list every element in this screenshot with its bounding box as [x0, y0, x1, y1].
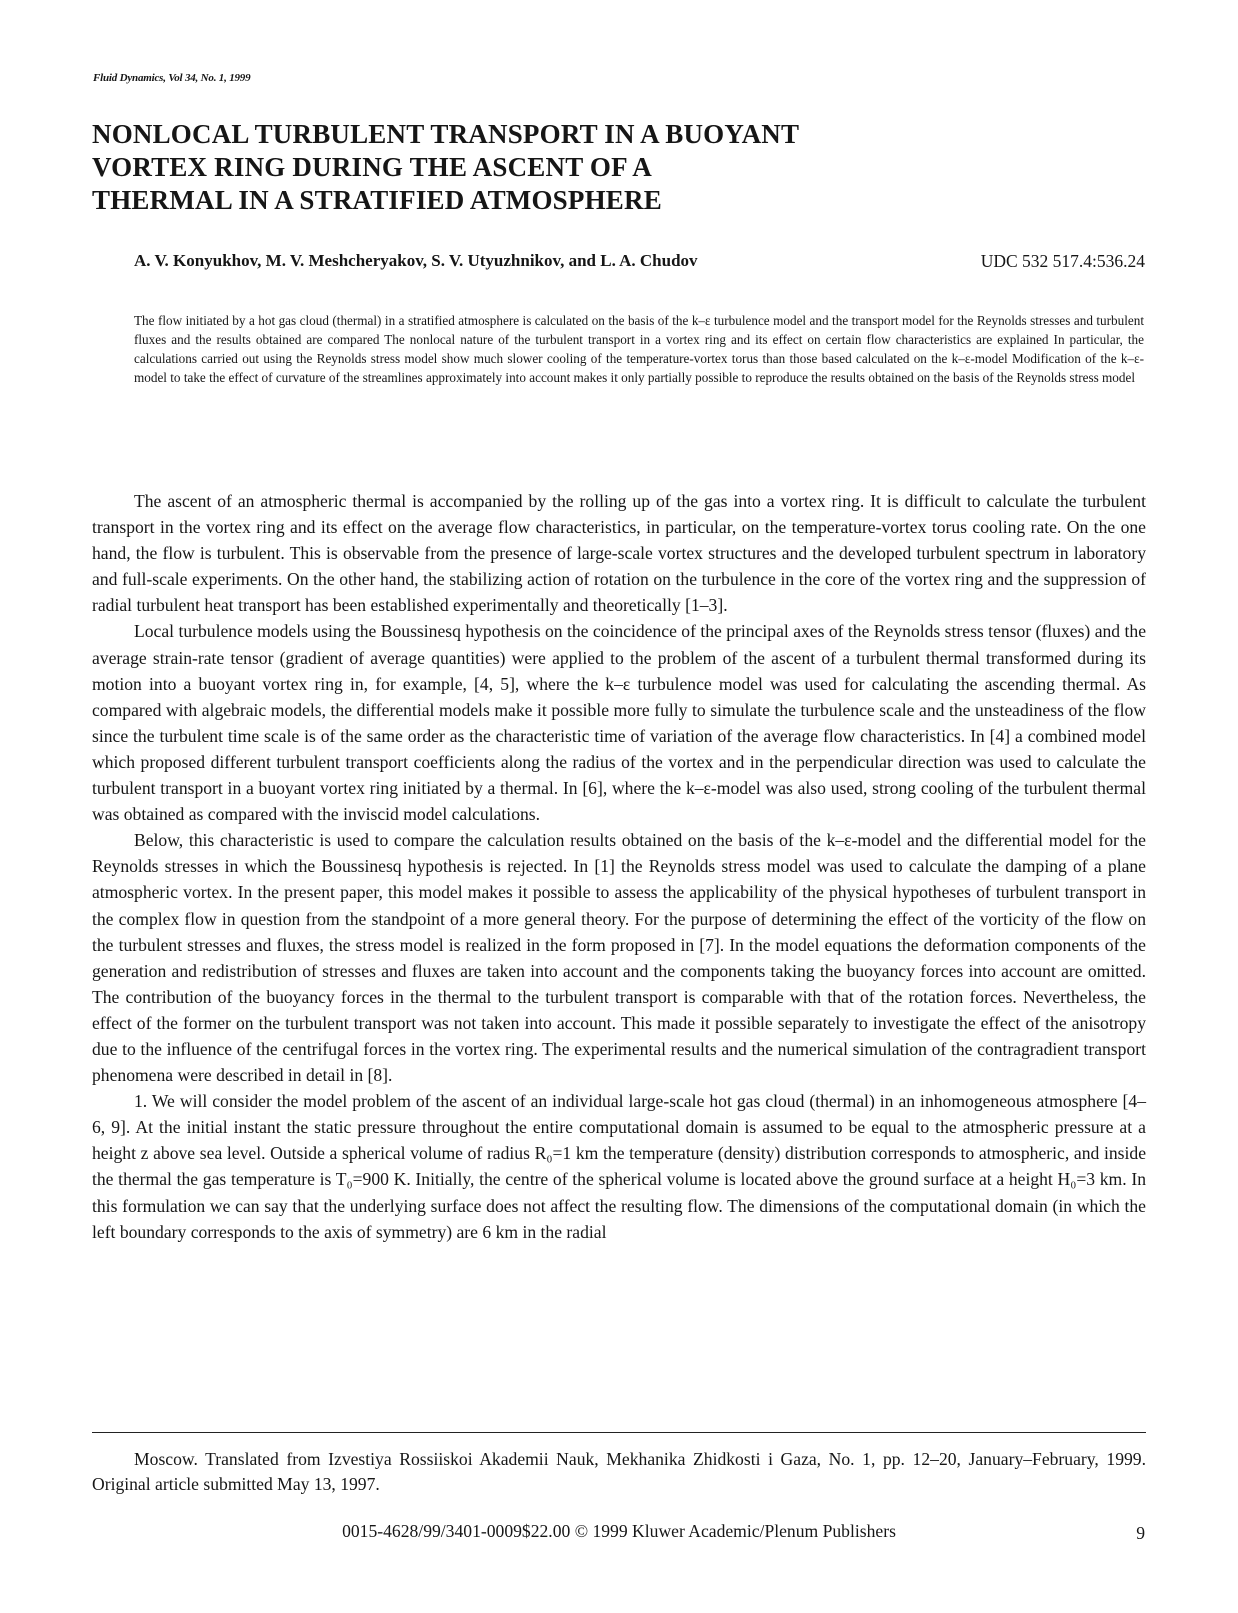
- title-line: VORTEX RING DURING THE ASCENT OF A: [92, 152, 652, 182]
- footnote: Moscow. Translated from Izvestiya Rossiiskoi Akademii Nauk, Mekhanika Zhidkosti i Gaza, No. 1, pp. 12–20, January–February, 1999. Original article submitted May 13, 1997.: [92, 1449, 1146, 1494]
- body-paragraph: The ascent of an atmospheric thermal is accompanied by the rolling up of the gas into a vortex ring. It is difficult to calculate the turbulent transport in the vortex ring and its effect on the average flow characteristics, in particular, on the temperature-vortex torus cooling rate. On the one hand, the flow is turbulent. This is observable from the presence of large-scale vortex structures and the developed turbulent spectrum in laboratory and full-scale experiments. On the other hand, the stabilizing action of rotation on the turbulence in the core of the vortex ring and the suppression of radial turbulent heat transport has been established experimentally and theoretically [1–3].: [92, 491, 1146, 616]
- journal-citation: Fluid Dynamics, Vol 34, No. 1, 1999: [93, 72, 251, 84]
- body-paragraph: 1. We will consider the model problem of the ascent of an individual large-scale hot gas cloud (thermal) in an inhomogeneous atmosphere [4–6, 9]. At the initial instant the static pressure throughout the entire computational domain is assumed to be equal to the atmospheric pressure at a height z above sea level. Outside a spherical volume of radius R₀=1 km the temperature (density) distribution corresponds to atmospheric, and inside the thermal the gas temperature is T₀=900 K. Initially, the centre of the spherical volume is located above the ground surface at a height H₀=3 km. In this formulation we can say that the underlying surface does not affect the resulting flow. The dimensions of the computational domain (in which the left boundary corresponds to the axis of symmetry) are 6 km in the radial: [92, 1091, 1146, 1242]
- body-paragraph: Below, this characteristic is used to compare the calculation results obtained on the basis of the k–ε-model and the differential model for the Reynolds stresses in which the Boussinesq hypothesis is rejected. In [1] the Reynolds stress model was used to calculate the damping of a plane atmospheric vortex. In the present paper, this model makes it possible to assess the applicability of the physical hypotheses of turbulent transport in the complex flow in question from the standpoint of a more general theory. For the purpose of determining the effect of the vorticity of the flow on the turbulent stresses and fluxes, the stress model is realized in the form proposed in [7]. In the model equations the deformation components of the generation and redistribution of stresses and fluxes are taken into account and the components taking the buoyancy forces into account are omitted. The contribution of the buoyancy forces in the thermal to the turbulent transport is comparable with that of the rotation forces. Nevertheless, the effect of the former on the turbulent transport was not taken into account. This made it possible separately to investigate the effect of the anisotropy due to the influence of the centrifugal forces in the vortex ring. The experimental results and the numerical simulation of the contragradient transport phenomena were described in detail in [8].: [92, 830, 1146, 1086]
- page-number: 9: [1136, 1523, 1145, 1543]
- body-paragraph: Local turbulence models using the Boussinesq hypothesis on the coincidence of the principal axes of the Reynolds stress tensor (fluxes) and the average strain-rate tensor (gradient of average quantities) were applied to the problem of the ascent of a turbulent thermal transformed during its motion into a buoyant vortex ring in, for example, [4, 5], where the k–ε turbulence model was used for calculating the ascending thermal. As compared with algebraic models, the differential models make it possible more fully to simulate the turbulence scale and the unsteadiness of the flow since the turbulent time scale is of the same order as the characteristic time of variation of the average flow characteristics. In [4] a combined model which proposed different turbulent transport coefficients along the radius of the vortex and in the perpendicular direction was used to calculate the turbulent transport in a buoyant vortex ring initiated by a thermal. In [6], where the k–ε-model was also used, strong cooling of the turbulent thermal was obtained as compared with the inviscid model calculations.: [92, 621, 1146, 825]
- footnote-divider: [92, 1432, 1146, 1433]
- abstract: The flow initiated by a hot gas cloud (thermal) in a stratified atmosphere is calculated on the basis of the k–ε turbulence model and the transport model for the Reynolds stresses and turbulent fluxes and the results obtained are compared The nonlocal nature of the turbulent transport in a vortex ring and its effect on certain flow characteristics are explained In particular, the calculations carried out using the Reynolds stress model show much slower cooling of the temperature-vortex torus than those based calculated on the k–ε-model Modification of the k–ε-model to take the effect of curvature of the streamlines approximately into account makes it only partially possible to reproduce the results obtained on the basis of the Reynolds stress model: [134, 313, 1144, 385]
- article-title: [92, 118, 992, 217]
- title-line: THERMAL IN A STRATIFIED ATMOSPHERE: [92, 185, 662, 215]
- copyright-line: 0015-4628/99/3401-0009$22.00 © 1999 Kluwer Academic/Plenum Publishers: [342, 1521, 896, 1541]
- title-line: NONLOCAL TURBULENT TRANSPORT IN A BUOYANT: [92, 119, 800, 149]
- udc-code: UDC 532 517.4:536.24: [980, 251, 1145, 271]
- body-text: [92, 488, 1146, 1245]
- author-list: A. V. Konyukhov, M. V. Meshcheryakov, S. V. Utyuzhnikov, and L. A. Chudov: [134, 251, 698, 270]
